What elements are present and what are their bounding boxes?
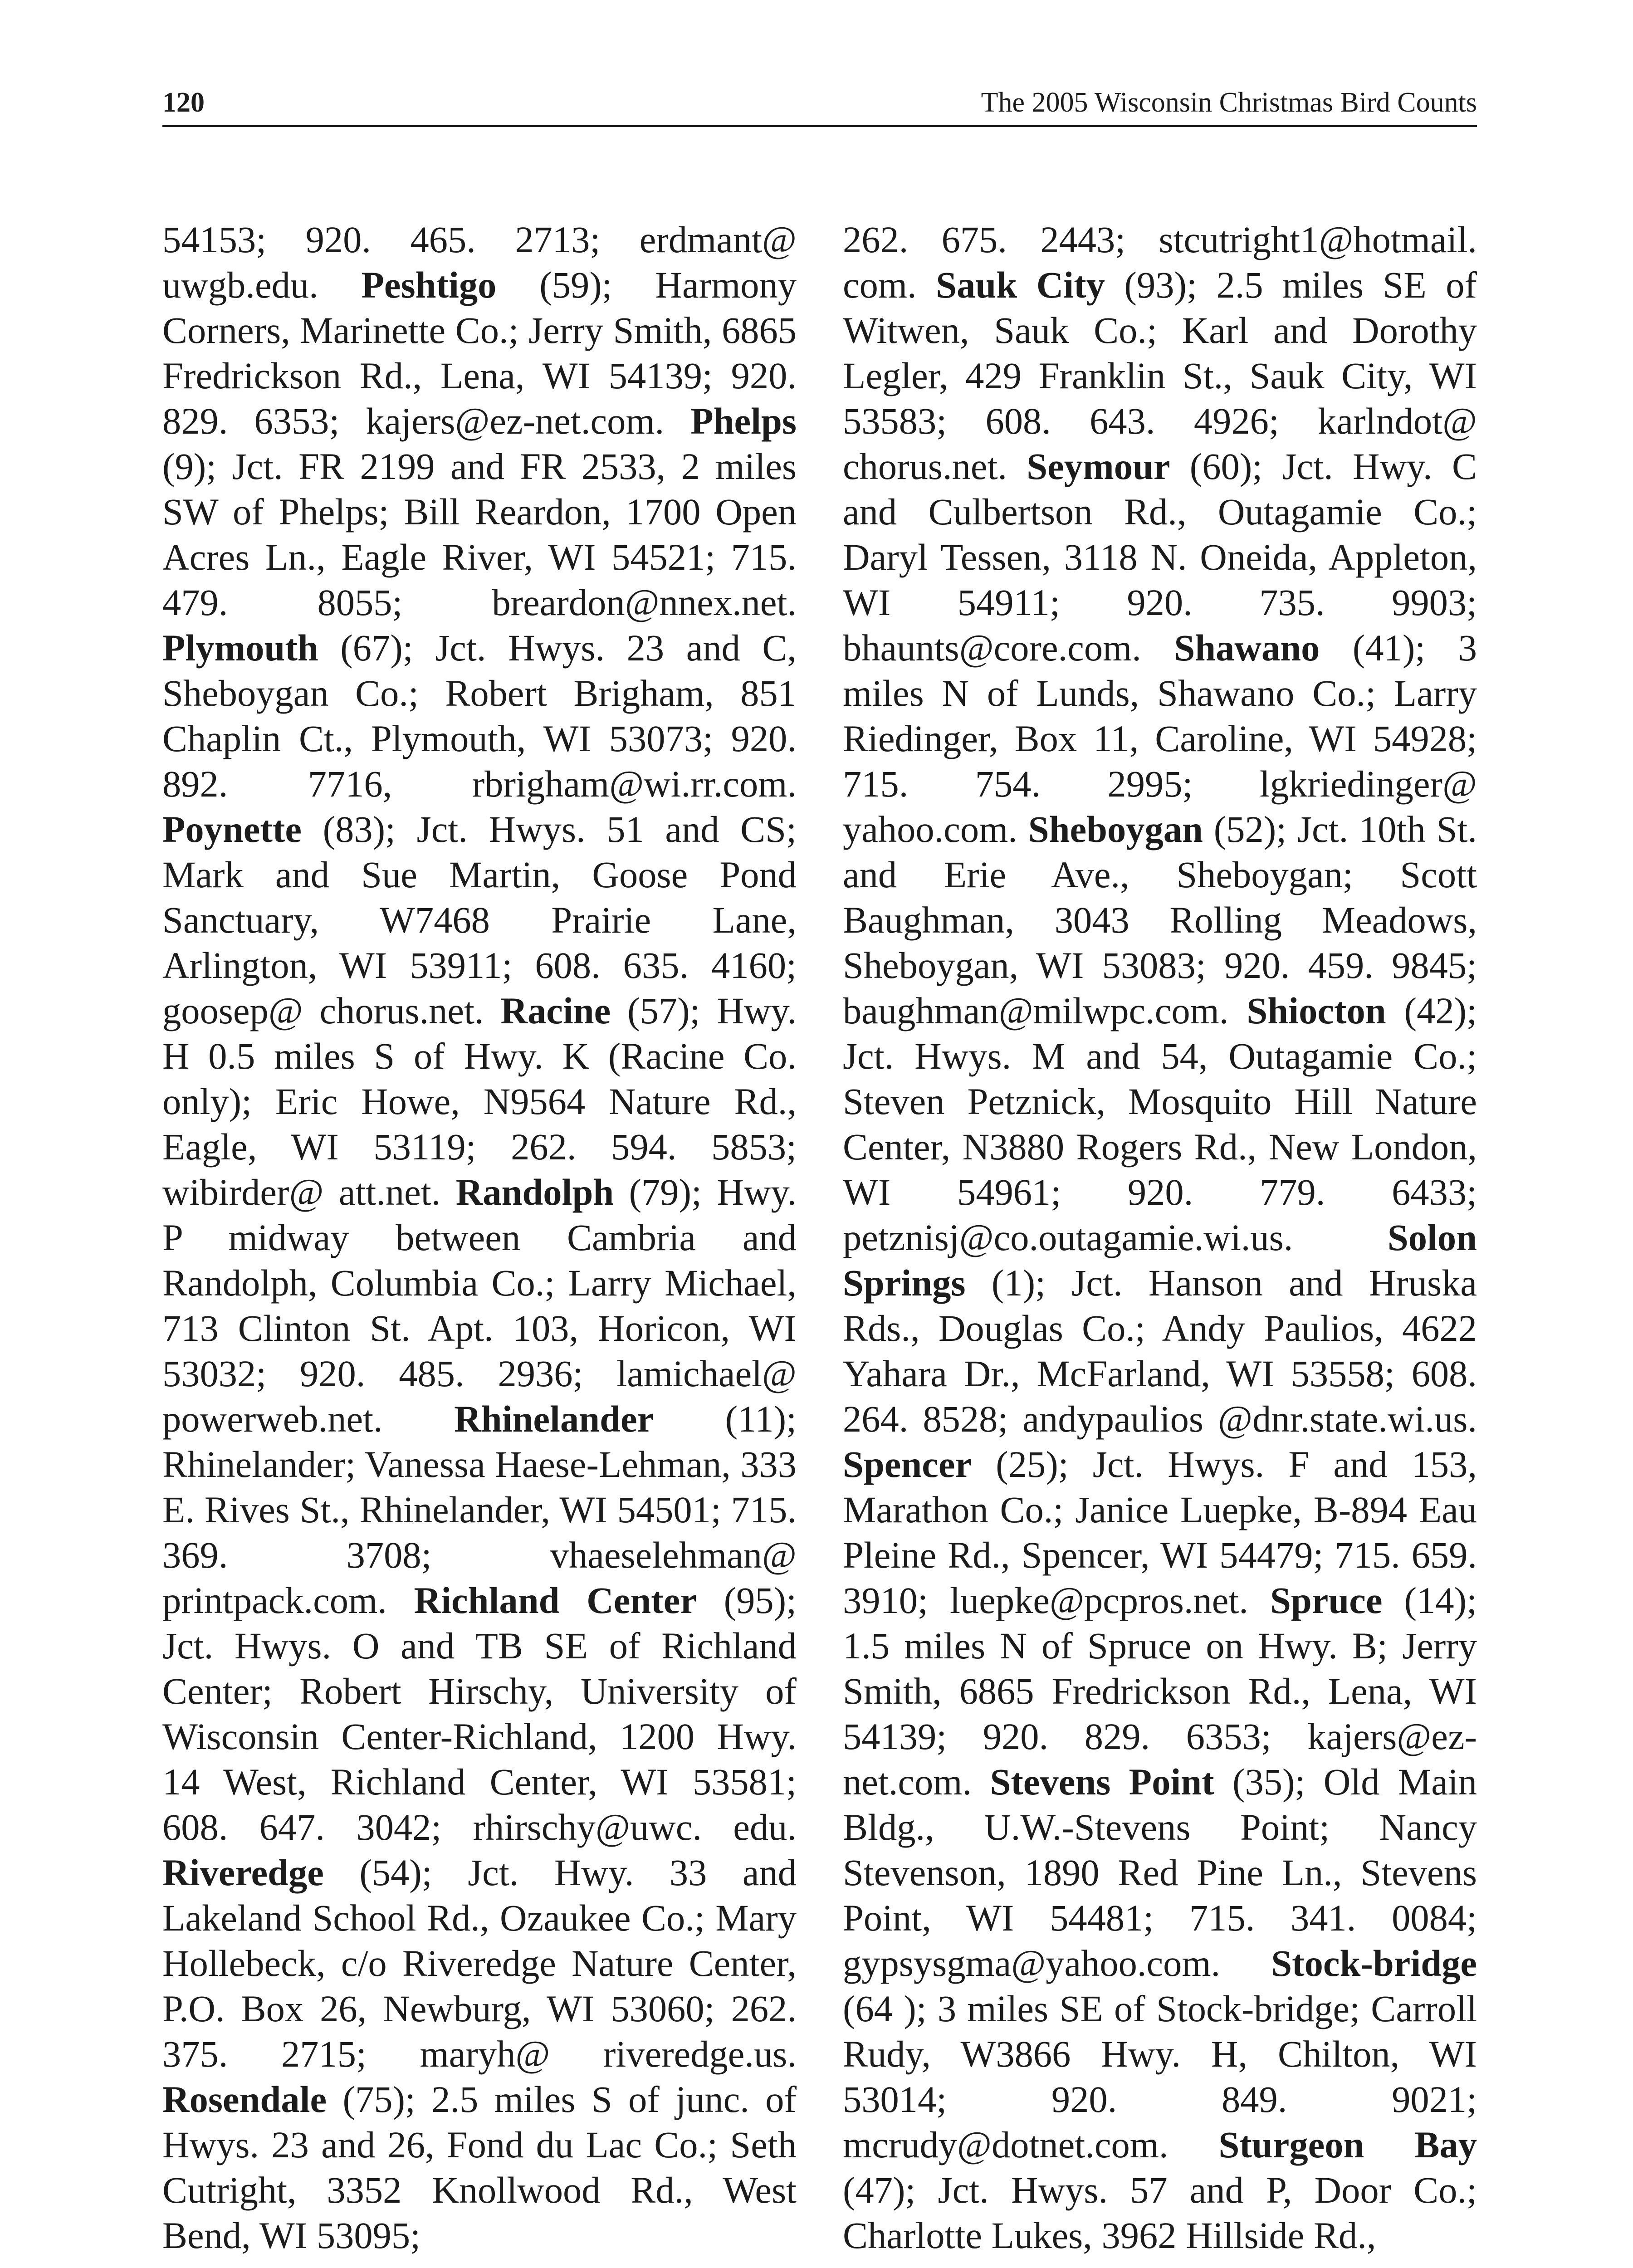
count-name: Shiocton (1247, 990, 1386, 1031)
count-details: (60); Jct. Hwy. C and Culbertson Rd., Outagamie Co.; Daryl Tessen, 3118 N. Oneida, Appleton, WI 54911; 920. 735. 9903; bhaunts@core.com. (843, 445, 1477, 669)
count-name: Phelps (690, 400, 797, 442)
text-column-right (843, 217, 1477, 2258)
count-details: (9); Jct. FR 2199 and FR 2533, 2 miles SW of Phelps; Bill Reardon, 1700 Open Acres Ln., Eagle River, WI 54521; 715. 479. 8055; breardon@nnex.net. (162, 445, 797, 623)
running-header (162, 82, 1477, 127)
count-details: (79); Hwy. P midway between Cambria and Randolph, Columbia Co.; Larry Michael, 713 Clinton St. Apt. 103, Horicon, WI 53032; 920. 485. 2936; lamichael@ powerweb.net. (162, 1171, 797, 1440)
count-name: Sheboygan (1028, 808, 1203, 850)
count-details: (83); Jct. Hwys. 51 and CS; Mark and Sue Martin, Goose Pond Sanctuary, W7468 Prairie Lane, Arlington, WI 53911; 608. 635. 4160; goosep@ chorus.net. (162, 808, 797, 1031)
count-details: (35); Old Main Bldg., U.W.-Stevens Point; Nancy Stevenson, 1890 Red Pine Ln., Stevens Point, WI 54481; 715. 341. 0084; gypsysgma@yahoo.com. (843, 1761, 1477, 1984)
count-details: (54); Jct. Hwy. 33 and Lakeland School Rd., Ozaukee Co.; Mary Hollebeck, c/o Riveredge Nature Center, P.O. Box 26, Newburg, WI 53060; 262. 375. 2715; maryh@ riveredge.us. (162, 1852, 797, 2075)
count-details: (14); 1.5 miles N of Spruce on Hwy. B; Jerry Smith, 6865 Fredrickson Rd., Lena, WI 54139; 920. 829. 6353; kajers@ez-net.com. (843, 1579, 1477, 1803)
count-name: Solon Springs (843, 1217, 1477, 1304)
count-details: (47); Jct. Hwys. 57 and P, Door Co.; Charlotte Lukes, 3962 Hillside Rd., (843, 2169, 1477, 2256)
count-details: (67); Jct. Hwys. 23 and C, Sheboygan Co.; Robert Brigham, 851 Chaplin Ct., Plymouth, WI 53073; 920. 892. 7716, rbrigham@wi.rr.com. (162, 627, 797, 805)
count-details: 54153; 920. 465. 2713; erdmant@ uwgb.edu. (162, 219, 797, 306)
count-name: Rhinelander (454, 1398, 654, 1440)
count-name: Rosendale (162, 2078, 327, 2120)
text-column-left (162, 217, 797, 2258)
count-details: (95); Jct. Hwys. O and TB SE of Richland Center; Robert Hirschy, University of Wisconsin Center-Richland, 1200 Hwy. 14 West, Richland Center, WI 53581; 608. 647. 3042; rhirschy@uwc. edu. (162, 1579, 797, 1848)
count-name: Sturgeon Bay (1218, 2124, 1477, 2165)
count-name: Richland Center (414, 1579, 697, 1621)
count-details: (64 ); 3 miles SE of Stock-bridge; Carroll Rudy, W3866 Hwy. H, Chilton, WI 53014; 920. 849. 9021; mcrudy@dotnet.com. (843, 1988, 1477, 2165)
count-name: Randolph (455, 1171, 614, 1213)
running-title: The 2005 Wisconsin Christmas Bird Counts (981, 87, 1477, 118)
count-name: Peshtigo (361, 264, 497, 306)
count-name: Plymouth (162, 627, 318, 669)
count-name: Spencer (843, 1443, 972, 1485)
count-details: (59); Harmony Corners, Marinette Co.; Jerry Smith, 6865 Fredrickson Rd., Lena, WI 54139; 920. 829. 6353; kajers@ez-net.com. (162, 264, 797, 442)
count-name: Poynette (162, 808, 302, 850)
count-name: Stevens Point (990, 1761, 1214, 1803)
count-name: Sauk City (936, 264, 1105, 306)
count-details: (41); 3 miles N of Lunds, Shawano Co.; Larry Riedinger, Box 11, Caroline, WI 54928; 715. 754. 2995; lgkriedinger@ yahoo.com. (843, 627, 1477, 850)
page-number: 120 (162, 87, 205, 118)
count-name: Racine (500, 990, 611, 1031)
count-details: (1); Jct. Hanson and Hruska Rds., Douglas Co.; Andy Paulios, 4622 Yahara Dr., McFarland, WI 53558; 608. 264. 8528; andypaulios @dnr.state.wi.us. (843, 1262, 1477, 1440)
count-details: 262. 675. 2443; stcutright1@hotmail. com. (843, 219, 1477, 306)
count-name: Seymour (1027, 445, 1170, 487)
count-details: (93); 2.5 miles SE of Witwen, Sauk Co.; Karl and Dorothy Legler, 429 Franklin St., Sauk City, WI 53583; 608. 643. 4926; karlndot@ chorus.net. (843, 264, 1477, 487)
count-name: Stock-bridge (1271, 1942, 1477, 1984)
count-name: Shawano (1174, 627, 1320, 669)
count-details: (57); Hwy. H 0.5 miles S of Hwy. K (Racine Co. only); Eric Howe, N9564 Nature Rd., Eagle, WI 53119; 262. 594. 5853; wibirder@ att.net. (162, 990, 797, 1213)
count-name: Spruce (1270, 1579, 1383, 1621)
count-name: Riveredge (162, 1852, 324, 1893)
count-details: (25); Jct. Hwys. F and 153, Marathon Co.; Janice Luepke, B-894 Eau Pleine Rd., Spencer, WI 54479; 715. 659. 3910; luepke@pcpros.net. (843, 1443, 1477, 1621)
count-details: (42); Jct. Hwys. M and 54, Outagamie Co.; Steven Petznick, Mosquito Hill Nature Center, N3880 Rogers Rd., New London, WI 54961; 920. 779. 6433; petznisj@co.outagamie.wi.us. (843, 990, 1477, 1258)
count-details: (11); Rhinelander; Vanessa Haese-Lehman, 333 E. Rives St., Rhinelander, WI 54501; 715. 369. 3708; vhaeselehman@ printpack.com. (162, 1398, 797, 1621)
count-details: (52); Jct. 10th St. and Erie Ave., Sheboygan; Scott Baughman, 3043 Rolling Meadows, Sheboygan, WI 53083; 920. 459. 9845; baughman@milwpc.com. (843, 808, 1477, 1031)
count-details: (75); 2.5 miles S of junc. of Hwys. 23 and 26, Fond du Lac Co.; Seth Cutright, 3352 Knollwood Rd., West Bend, WI 53095; (162, 2078, 797, 2256)
